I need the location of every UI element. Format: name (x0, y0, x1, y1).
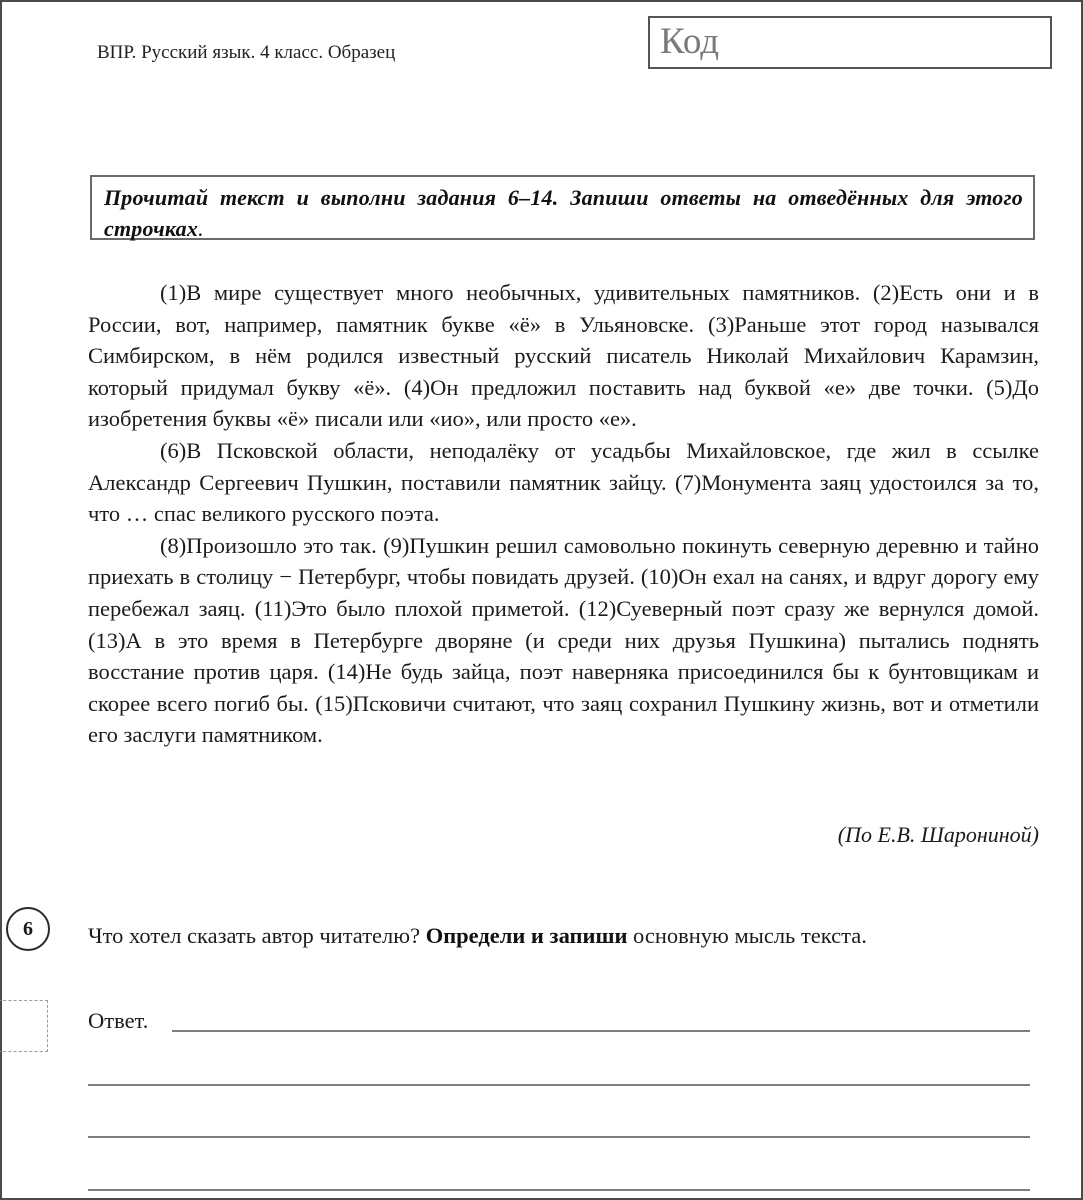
answer-line-2[interactable] (88, 1084, 1030, 1086)
instruction-main: Прочитай текст и выполни задания 6–14. Запиши ответы на отведённых для этого строчках (104, 185, 1023, 241)
answer-line-4[interactable] (88, 1189, 1030, 1191)
instruction-box (90, 175, 1035, 240)
task-question (88, 920, 1039, 951)
task-number-badge (6, 907, 50, 951)
passage-paragraph-2: (6)В Псковской области, неподалёку от усадьбы Михайловское, где жил в ссылке Александр Сергеевич Пушкин, поставили памятник зайцу. (7)Монумента заяц удостоился за то, что … спас великого русского поэта. (88, 437, 1039, 527)
question-bold: Определи и запиши (425, 923, 628, 948)
question-end: основную мысль текста. (627, 923, 867, 948)
instruction-text (104, 182, 1023, 244)
code-label: Код (660, 21, 720, 62)
instruction-tail: . (198, 216, 204, 241)
passage-paragraph-1: (1)В мире существует много необычных, удивительных памятников. (2)Есть они и в России, вот, например, памятник букве «ё» в Ульяновске. (3)Раньше этот город назывался Симбирском, в нём родился известный русский писатель Николай Михайлович Карамзин, который придумал букву «ё». (4)Он предложил поставить над буквой «е» две точки. (5)До изобретения буквы «ё» писали или «ио», или просто «е». (88, 280, 1039, 432)
code-input-box[interactable] (648, 16, 1052, 69)
question-start: Что хотел сказать автор читателю? (88, 923, 426, 948)
task-number: 6 (23, 917, 33, 940)
score-box[interactable] (0, 1000, 48, 1052)
answer-label: Ответ. (88, 1008, 149, 1033)
passage-attribution: (По Е.В. Шарониной) (837, 822, 1039, 847)
reading-passage (88, 277, 1039, 751)
header-title: ВПР. Русский язык. 4 класс. Образец (97, 42, 396, 63)
passage-paragraph-3: (8)Произошло это так. (9)Пушкин решил самовольно покинуть северную деревню и тайно приехать в столицу − Петербург, чтобы повидать друзей. (10)Он ехал на санях, и вдруг дорогу ему перебежал заяц. (11)Это было плохой приметой. (12)Суеверный поэт сразу же вернулся домой. (13)А в это время в Петербурге дворяне (и среди них друзья Пушкина) пытались поднять восстание против царя. (14)Не будь зайца, поэт наверняка присоединился бы к бунтовщикам и скорее всего погиб бы. (15)Псковичи считают, что заяц сохранил Пушкину жизнь, вот и отметили его заслуги памятником. (88, 532, 1039, 748)
answer-line-3[interactable] (88, 1136, 1030, 1138)
answer-line-1[interactable] (172, 1030, 1030, 1032)
